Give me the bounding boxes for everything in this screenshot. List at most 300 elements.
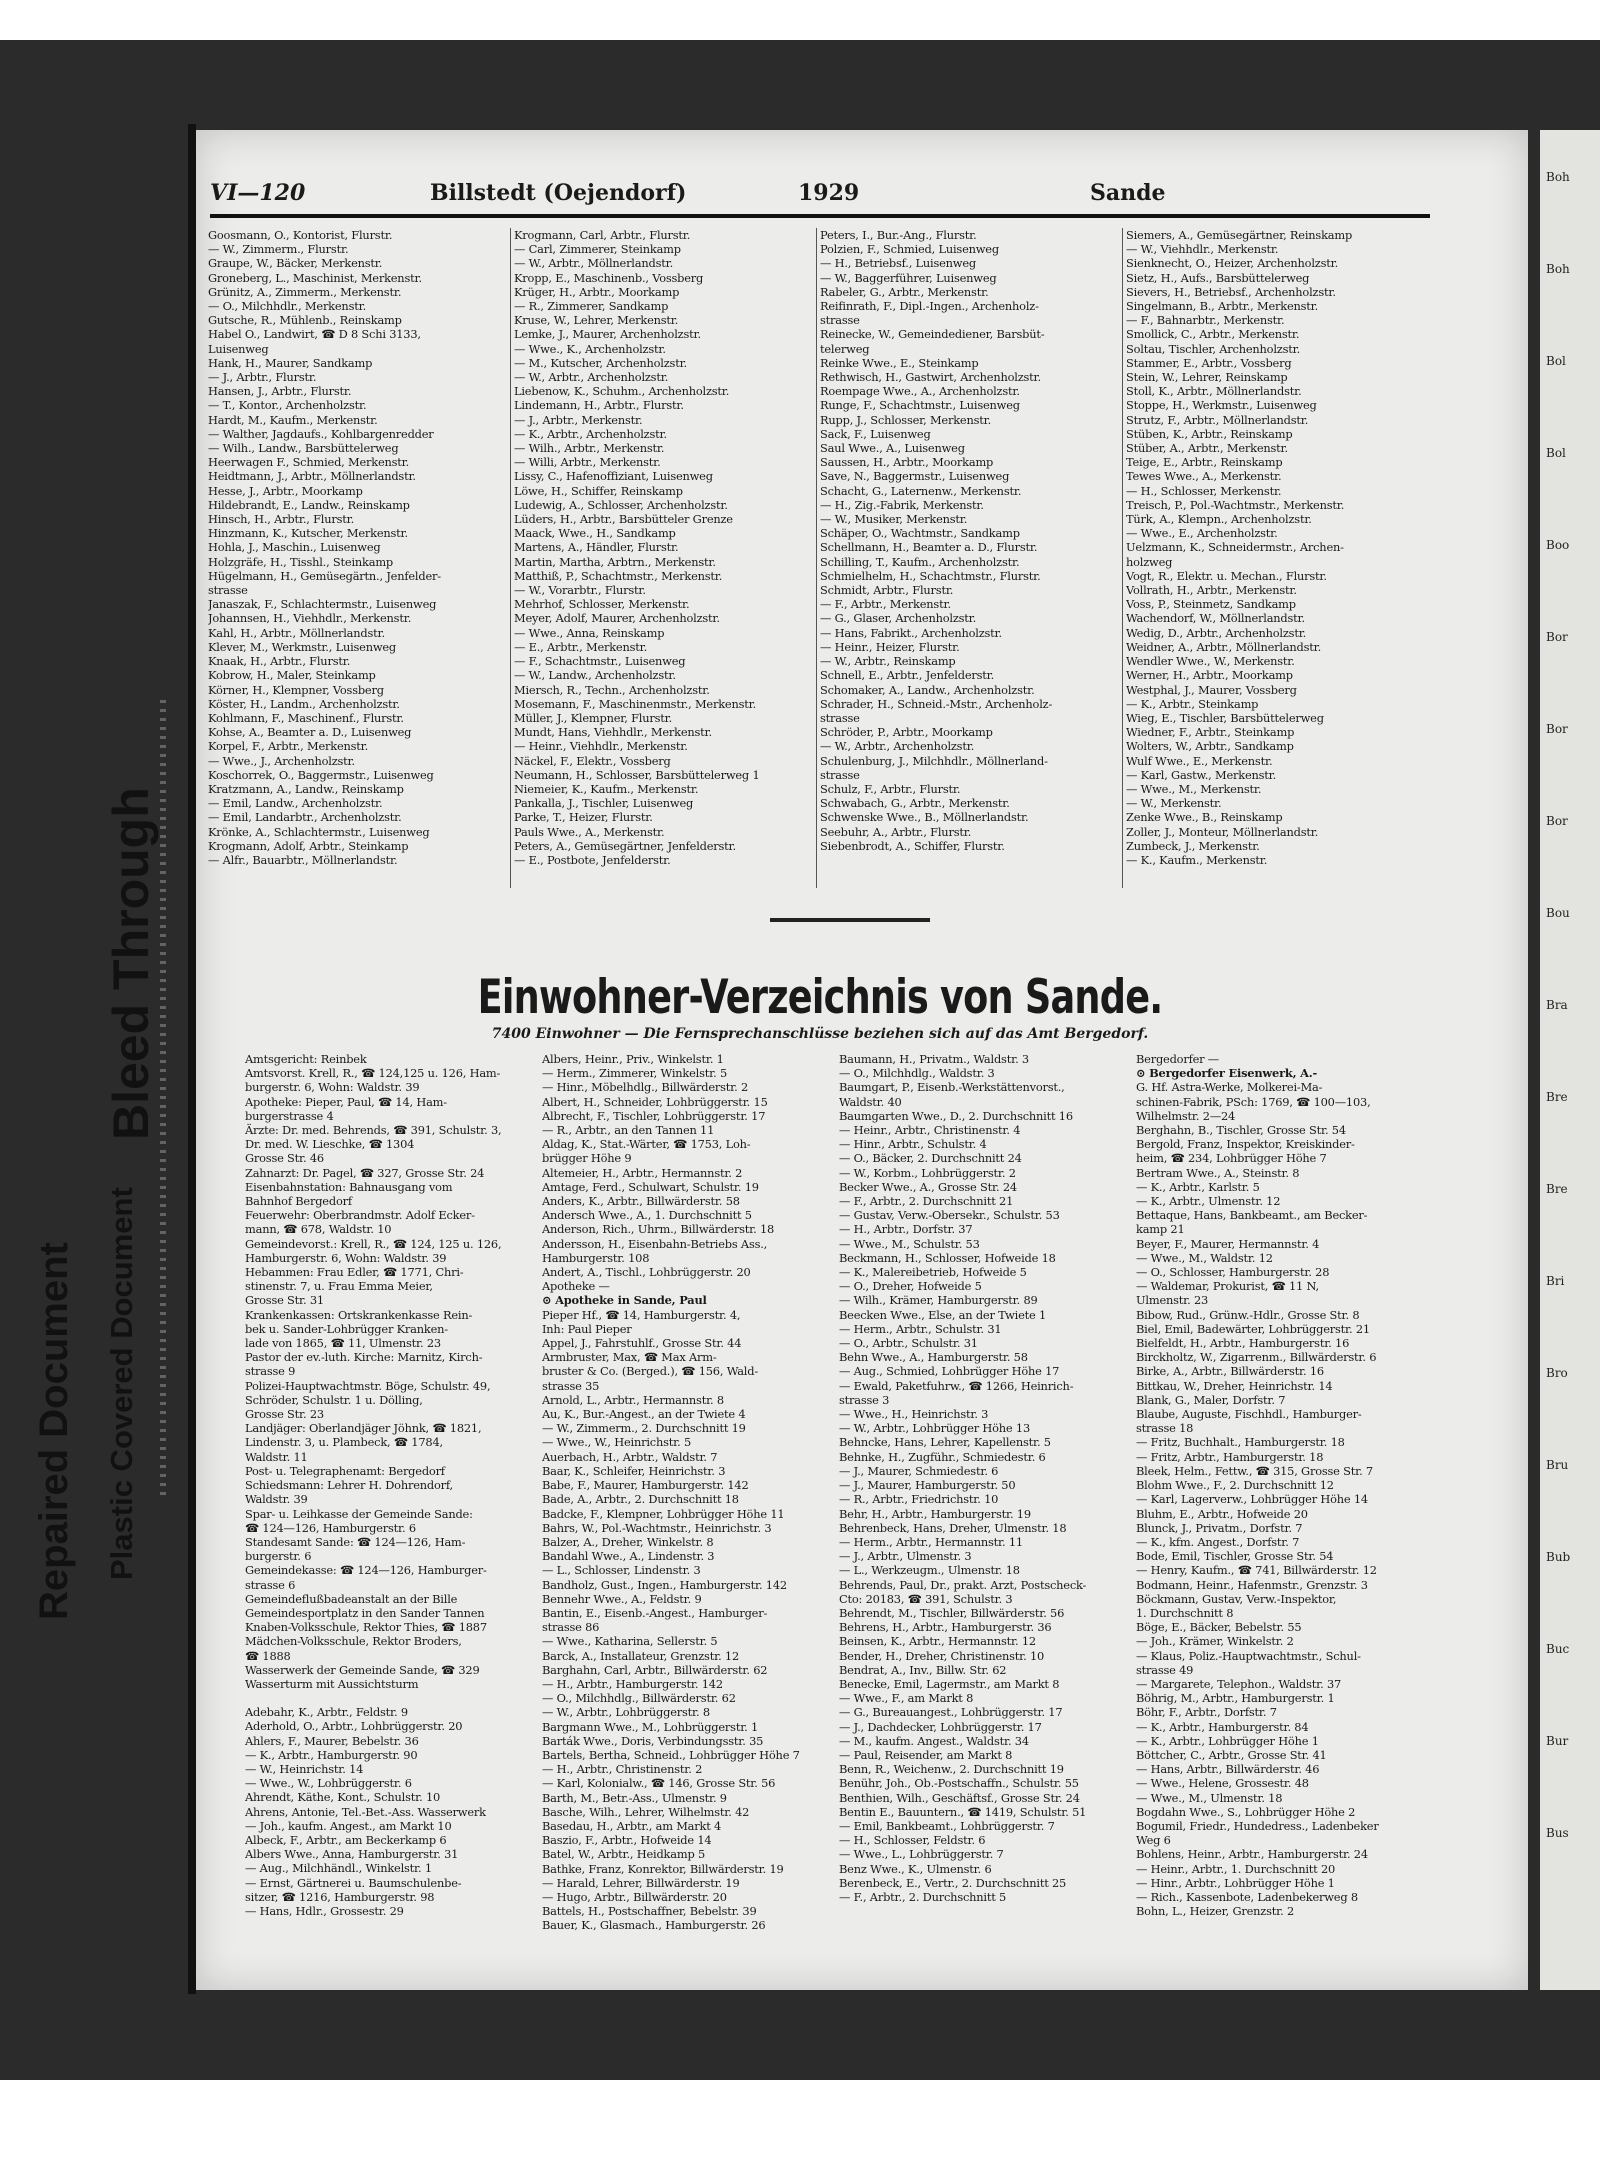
label-bleed-through: Bleed Through — [103, 787, 159, 1140]
directory-entry: Schulz, F., Arbtr., Flurstr. — [820, 781, 961, 796]
directory-entry: Grosse Str. 31 — [245, 1293, 324, 1308]
directory-entry: Bluhm, E., Arbtr., Hofweide 20 — [1136, 1506, 1308, 1521]
directory-entry: — Emil, Landw., Archenholzstr. — [208, 796, 383, 811]
directory-entry: Schrader, H., Schneid.-Mstr., Archenholz- — [820, 696, 1053, 711]
directory-entry: Bettaque, Hans, Bankbeamt., am Becker- — [1136, 1208, 1368, 1223]
header-place: Billstedt (Oejendorf) — [430, 180, 687, 206]
top-directory — [208, 228, 1428, 878]
directory-entry: Albers, Heinr., Priv., Winkelstr. 1 — [542, 1052, 724, 1066]
directory-entry: Heidtmann, J., Arbtr., Möllnerlandstr. — [208, 469, 416, 484]
directory-entry: Arnold, L., Arbtr., Hermannstr. 8 — [542, 1392, 724, 1407]
directory-entry: Save, N., Baggermstr., Luisenweg — [820, 469, 1010, 484]
directory-entry: Biel, Emil, Badewärter, Lohbrüggerstr. 21 — [1136, 1321, 1370, 1336]
directory-entry: Behrends, Paul, Dr., prakt. Arzt, Postscheck- — [839, 1577, 1087, 1592]
adjacent-page-fragment: Bre — [1546, 1182, 1568, 1196]
directory-entry: — G., Bureauangest., Lohbrüggerstr. 17 — [839, 1705, 1063, 1720]
directory-entry: Singelmann, B., Arbtr., Merkenstr. — [1126, 299, 1319, 314]
directory-entry: — H., Schlosser, Merkenstr. — [1126, 483, 1282, 498]
directory-entry: burgerstr. 6, Wohn: Waldstr. 39 — [245, 1080, 420, 1095]
directory-entry: Stoppe, H., Werkmstr., Luisenweg — [1126, 398, 1317, 413]
directory-entry: Neumann, H., Schlosser, Barsbüttelerweg 1 — [514, 767, 760, 782]
directory-entry: Hügelmann, H., Gemüsegärtn., Jenfelder- — [208, 568, 441, 583]
directory-entry: Ärzte: Dr. med. Behrends, ☎ 391, Schulstr. 3, — [245, 1123, 502, 1138]
directory-entry: Siebenbrodt, A., Schiffer, Flurstr. — [820, 838, 1005, 853]
directory-entry: strasse — [208, 583, 248, 598]
directory-entry: Apotheke — — [542, 1279, 610, 1294]
directory-entry: — Hinr., Möbelhdlg., Billwärderstr. 2 — [542, 1080, 749, 1095]
directory-entry: — M., kaufm. Angest., Waldstr. 34 — [839, 1733, 1029, 1748]
directory-entry: — Wilh., Arbtr., Merkenstr. — [514, 441, 665, 456]
adjacent-page-fragment: Bor — [1546, 814, 1568, 828]
directory-entry: Benz Wwe., K., Ulmenstr. 6 — [839, 1861, 992, 1876]
directory-entry: Lüders, H., Arbtr., Barsbütteler Grenze — [514, 512, 733, 527]
top-column-2 — [514, 228, 812, 867]
directory-entry: — Joh., kaufm. Angest., am Markt 10 — [245, 1818, 452, 1833]
directory-entry: Korpel, F., Arbtr., Merkenstr. — [208, 739, 369, 754]
directory-entry: — Wwe., K., Archenholzstr. — [514, 341, 666, 356]
directory-entry: Au, K., Bur.-Angest., an der Twiete 4 — [542, 1407, 746, 1422]
scan-labels — [20, 680, 170, 1620]
directory-entry: Runge, F., Schachtmstr., Luisenweg — [820, 398, 1020, 413]
adjacent-page-fragment: Bri — [1546, 1274, 1565, 1288]
directory-entry: holzweg — [1126, 554, 1173, 569]
directory-entry: Luisenweg — [208, 341, 269, 356]
directory-entry: Hinsch, H., Arbtr., Flurstr. — [208, 512, 355, 527]
directory-entry: Lissy, C., Hafenoffiziant, Luisenweg — [514, 469, 713, 484]
directory-entry: Baar, K., Schleifer, Heinrichstr. 3 — [542, 1463, 726, 1478]
directory-entry: strasse — [820, 710, 860, 725]
directory-entry: burgerstr. 6 — [245, 1549, 312, 1564]
directory-entry: Bohn, L., Heizer, Grenzstr. 2 — [1136, 1904, 1294, 1919]
adjacent-page-fragment: Boh — [1546, 262, 1570, 276]
directory-entry: Grünitz, A., Zimmerm., Merkenstr. — [208, 284, 402, 299]
directory-entry: Behr, H., Arbtr., Hamburgerstr. 19 — [839, 1506, 1031, 1521]
directory-entry: Bodmann, Heinr., Hafenmstr., Grenzstr. 3 — [1136, 1577, 1368, 1592]
directory-entry: Mädchen-Volksschule, Rektor Broders, — [245, 1634, 462, 1649]
directory-entry: Bauer, K., Glasmach., Hamburgerstr. 26 — [542, 1918, 766, 1933]
directory-entry: Amtage, Ferd., Schulwart, Schulstr. 19 — [542, 1179, 759, 1194]
top-column-1 — [208, 228, 506, 867]
directory-entry: — Hans, Hdlr., Grossestr. 29 — [245, 1903, 404, 1918]
directory-entry: heim, ☎ 234, Lohbrügger Höhe 7 — [1136, 1151, 1327, 1166]
directory-entry: strasse — [820, 767, 860, 782]
directory-entry: ⊙ Apotheke in Sande, Paul — [542, 1293, 707, 1308]
adjacent-page-fragment: Bor — [1546, 722, 1568, 736]
directory-entry: — W., Arbtr., Möllnerlandstr. — [514, 256, 674, 271]
directory-entry: — L., Schlosser, Lindenstr. 3 — [542, 1563, 701, 1578]
directory-entry: — Hinr., Arbtr., Lohbrügger Höhe 1 — [1136, 1875, 1335, 1890]
directory-entry: — Wwe., M., Ulmenstr. 18 — [1136, 1790, 1283, 1805]
directory-entry: — Wwe., L., Lohbrüggerstr. 7 — [839, 1847, 1004, 1862]
directory-entry: Bentin E., Bauuntern., ☎ 1419, Schulstr. 51 — [839, 1804, 1087, 1819]
directory-entry: — K., Arbtr., Steinkamp — [1126, 696, 1259, 711]
directory-entry: Wasserwerk der Gemeinde Sande, ☎ 329 — [245, 1662, 480, 1677]
directory-entry: Reinke Wwe., E., Steinkamp — [820, 355, 979, 370]
directory-entry: Bahnhof Bergedorf — [245, 1194, 352, 1209]
directory-entry: Appel, J., Fahrstuhlf., Grosse Str. 44 — [542, 1336, 742, 1351]
directory-entry: Polizei-Hauptwachtmstr. Böge, Schulstr. 49, — [245, 1378, 491, 1393]
directory-entry: Gemeindesportplatz in den Sander Tannen — [245, 1605, 485, 1620]
directory-entry: — K., Arbtr., Karlstr. 5 — [1136, 1179, 1260, 1194]
directory-entry: Beckmann, H., Schlosser, Hofweide 18 — [839, 1250, 1056, 1265]
directory-entry: Schilling, T., Kaufm., Archenholzstr. — [820, 554, 1020, 569]
directory-entry: — W., Musiker, Merkenstr. — [820, 512, 968, 527]
directory-entry: — F., Arbtr., 2. Durchschnitt 5 — [839, 1889, 1007, 1904]
directory-entry: — R., Zimmerer, Sandkamp — [514, 299, 669, 314]
directory-entry: — Gustav, Verw.-Obersekr., Schulstr. 53 — [839, 1208, 1060, 1223]
directory-entry: — K., Arbtr., Archenholzstr. — [514, 426, 667, 441]
directory-entry: — J., Maurer, Schmiedestr. 6 — [839, 1463, 999, 1478]
directory-entry: Wendler Wwe., W., Merkenstr. — [1126, 654, 1295, 669]
directory-entry: Rabeler, G., Arbtr., Merkenstr. — [820, 284, 989, 299]
directory-entry: Bibow, Rud., Grünw.-Hdlr., Grosse Str. 8 — [1136, 1307, 1360, 1322]
directory-entry: — W., Zimmerm., 2. Durchschnitt 19 — [542, 1421, 746, 1436]
page-header — [210, 180, 1430, 210]
directory-entry: Balzer, A., Dreher, Winkelstr. 8 — [542, 1534, 714, 1549]
directory-entry: Rupp, J., Schlosser, Merkenstr. — [820, 412, 992, 427]
directory-entry: Behrenbeck, Hans, Dreher, Ulmenstr. 18 — [839, 1520, 1067, 1535]
directory-entry: Ahrendt, Käthe, Kont., Schulstr. 10 — [245, 1790, 441, 1805]
directory-entry: Standesamt Sande: ☎ 124—126, Ham- — [245, 1534, 466, 1549]
directory-entry: Böge, E., Bäcker, Bebelstr. 55 — [1136, 1620, 1302, 1635]
directory-entry: Hank, H., Maurer, Sandkamp — [208, 355, 373, 370]
directory-entry: — Wwe., M., Schulstr. 53 — [839, 1236, 980, 1251]
directory-entry: Benühr, Joh., Ob.-Postschaffn., Schulstr. 55 — [839, 1776, 1079, 1791]
directory-entry: Bartels, Bertha, Schneid., Lohbrügger Höhe 7 — [542, 1747, 800, 1762]
directory-entry: — Heinr., Viehhdlr., Merkenstr. — [514, 739, 688, 754]
directory-entry: Bode, Emil, Tischler, Grosse Str. 54 — [1136, 1549, 1334, 1564]
adjacent-page-fragment: Buc — [1546, 1642, 1570, 1656]
directory-entry: Adebahr, K., Arbtr., Feldstr. 9 — [245, 1705, 408, 1720]
directory-entry: — Wwe., E., Archenholzstr. — [1126, 526, 1278, 541]
directory-entry: Blank, G., Maler, Dorfstr. 7 — [1136, 1392, 1286, 1407]
directory-entry: Liebenow, K., Schuhm., Archenholzstr. — [514, 384, 730, 399]
directory-entry: Bandholz, Gust., Ingen., Hamburgerstr. 142 — [542, 1577, 787, 1592]
directory-entry: Schröder, P., Arbtr., Moorkamp — [820, 725, 993, 740]
directory-entry: Armbruster, Max, ☎ Max Arm- — [542, 1350, 717, 1365]
directory-entry: — Waldemar, Prokurist, ☎ 11 N, — [1136, 1279, 1319, 1294]
directory-entry: Teige, E., Arbtr., Reinskamp — [1126, 455, 1283, 470]
directory-entry: Hinzmann, K., Kutscher, Merkenstr. — [208, 526, 408, 541]
directory-entry — [245, 1691, 537, 1705]
directory-entry: — Wwe., F., am Markt 8 — [839, 1691, 974, 1706]
directory-entry: Kropp, E., Maschinenb., Vossberg — [514, 270, 704, 285]
directory-entry: Hamburgerstr. 108 — [542, 1250, 650, 1265]
directory-entry: Groneberg, L., Maschinist, Merkenstr. — [208, 270, 422, 285]
adjacent-page-fragment: Bus — [1546, 1826, 1569, 1840]
top-column-4 — [1126, 228, 1424, 867]
directory-entry: Birckholtz, W., Zigarrenm., Billwärderstr. 6 — [1136, 1350, 1377, 1365]
directory-entry: Bender, H., Dreher, Christinenstr. 10 — [839, 1648, 1045, 1663]
directory-column-1 — [245, 1052, 537, 1918]
directory-entry: Zenke Wwe., B., Reinskamp — [1126, 810, 1283, 825]
directory-entry: Pieper Hf., ☎ 14, Hamburgerstr. 4, — [542, 1307, 741, 1322]
directory-entry: Schwabach, G., Arbtr., Merkenstr. — [820, 796, 1010, 811]
directory-entry: Grosse Str. 46 — [245, 1151, 324, 1166]
directory-entry: Baumgarten Wwe., D., 2. Durchschnitt 16 — [839, 1108, 1073, 1123]
directory-entry: mann, ☎ 678, Waldstr. 10 — [245, 1222, 392, 1237]
directory-entry: — H., Arbtr., Dorfstr. 37 — [839, 1222, 973, 1237]
directory-entry: Basche, Wilh., Lehrer, Wilhelmstr. 42 — [542, 1804, 750, 1819]
directory-entry: — J., Dachdecker, Lohbrüggerstr. 17 — [839, 1719, 1042, 1734]
directory-entry: Bahrs, W., Pol.-Wachtmstr., Heinrichstr. 3 — [542, 1520, 772, 1535]
directory-entry: Bergedorfer — — [1136, 1052, 1219, 1066]
directory-entry: Baumann, H., Privatm., Waldstr. 3 — [839, 1052, 1029, 1066]
directory-entry: — F., Arbtr., Merkenstr. — [820, 597, 951, 612]
label-plastic-covered: Plastic Covered Document — [104, 1187, 139, 1580]
directory-entry: — Wwe., Anna, Reinskamp — [514, 625, 665, 640]
directory-entry: — W., Arbtr., Lohbrügger Höhe 13 — [839, 1421, 1030, 1436]
directory-entry: Berenbeck, E., Vertr., 2. Durchschnitt 25 — [839, 1875, 1067, 1890]
directory-entry: — Hugo, Arbtr., Billwärderstr. 20 — [542, 1889, 727, 1904]
directory-entry: Schacht, G., Laternenw., Merkenstr. — [820, 483, 1022, 498]
directory-entry: Auerbach, H., Arbtr., Waldstr. 7 — [542, 1449, 718, 1464]
directory-entry: Post- u. Telegraphenamt: Bergedorf — [245, 1463, 445, 1478]
adjacent-page-fragment: Bur — [1546, 1734, 1569, 1748]
directory-entry: ☎ 1888 — [245, 1648, 291, 1663]
directory-entry: G. Hf. Astra-Werke, Molkerei-Ma- — [1136, 1080, 1323, 1095]
directory-entry: Bade, A., Arbtr., 2. Durchschnitt 18 — [542, 1492, 739, 1507]
directory-entry: Hebammen: Frau Edler, ☎ 1771, Chri- — [245, 1265, 464, 1280]
directory-entry: Behncke, Hans, Lehrer, Kapellenstr. 5 — [839, 1435, 1051, 1450]
directory-entry: Dr. med. W. Lieschke, ☎ 1304 — [245, 1137, 415, 1152]
directory-entry: — W., Arbtr., Reinskamp — [820, 654, 956, 669]
directory-entry: Stüben, K., Arbtr., Reinskamp — [1126, 426, 1293, 441]
directory-entry: Pauls Wwe., A., Merkenstr. — [514, 824, 665, 839]
directory-entry: Albert, H., Schneider, Lohbrüggerstr. 15 — [542, 1094, 768, 1109]
directory-entry: Cto: 20183, ☎ 391, Schulstr. 3 — [839, 1591, 1013, 1606]
directory-entry: Böckmann, Gustav, Verw.-Inspektor, — [1136, 1591, 1337, 1606]
header-district: Sande — [1090, 180, 1166, 206]
directory-entry: Martens, A., Händler, Flurstr. — [514, 540, 679, 555]
directory-entry: — Hans, Arbtr., Billwärderstr. 46 — [1136, 1762, 1320, 1777]
directory-entry: Waldstr. 40 — [839, 1094, 902, 1109]
directory-entry: — F., Arbtr., 2. Durchschnitt 21 — [839, 1194, 1014, 1209]
adjacent-page-fragment: Bro — [1546, 1366, 1568, 1380]
directory-entry: Sietz, H., Aufs., Barsbüttelerweg — [1126, 270, 1310, 285]
directory-entry: — Henry, Kaufm., ☎ 741, Billwärderstr. 12 — [1136, 1563, 1377, 1578]
directory-entry: — Fritz, Buchhalt., Hamburgerstr. 18 — [1136, 1435, 1345, 1450]
directory-entry: Tewes Wwe., A., Merkenstr. — [1126, 469, 1282, 484]
directory-entry: Batel, W., Arbtr., Heidkamp 5 — [542, 1847, 705, 1862]
directory-entry: Bendrat, A., Inv., Billw. Str. 62 — [839, 1662, 1007, 1677]
directory-entry: Mundt, Hans, Viehhdlr., Merkenstr. — [514, 725, 712, 740]
directory-entry: Weg 6 — [1136, 1833, 1171, 1848]
adjacent-page-fragment: Bol — [1546, 446, 1566, 460]
directory-entry: Gemeindekasse: ☎ 124—126, Hamburger- — [245, 1563, 487, 1578]
directory-entry: — Harald, Lehrer, Billwärderstr. 19 — [542, 1875, 740, 1890]
directory-entry: — L., Werkzeugm., Ulmenstr. 18 — [839, 1563, 1020, 1578]
directory-entry: strasse 9 — [245, 1364, 296, 1379]
directory-column-4 — [1136, 1052, 1428, 1918]
directory-entry: Janaszak, F., Schlachtermstr., Luisenweg — [208, 597, 437, 612]
directory-entry: Becker Wwe., A., Grosse Str. 24 — [839, 1179, 1017, 1194]
directory-entry: Pankalla, J., Tischler, Luisenweg — [514, 796, 694, 811]
directory-entry: Reinecke, W., Gemeindediener, Barsbüt- — [820, 327, 1045, 342]
directory-entry: Bargmann Wwe., M., Lohbrüggerstr. 1 — [542, 1719, 759, 1734]
directory-entry: Aldag, K., Stat.-Wärter, ☎ 1753, Loh- — [542, 1137, 751, 1152]
directory-entry: — Aug., Milchhändl., Winkelstr. 1 — [245, 1861, 432, 1876]
directory-entry: — Heinr., Heizer, Flurstr. — [820, 639, 960, 654]
directory-entry: — E., Postbote, Jenfelderstr. — [514, 852, 671, 867]
directory-entry: Beinsen, K., Arbtr., Hermannstr. 12 — [839, 1634, 1036, 1649]
directory-entry: — K., Malereibetrieb, Hofweide 5 — [839, 1265, 1027, 1280]
directory-entry: Behn Wwe., A., Hamburgerstr. 58 — [839, 1350, 1028, 1365]
directory-entry: Sienknecht, O., Heizer, Archenholzstr. — [1126, 256, 1339, 271]
directory-entry: — K., Arbtr., Hamburgerstr. 84 — [1136, 1719, 1309, 1734]
directory-entry: Türk, A., Klempn., Archenholzstr. — [1126, 512, 1312, 527]
directory-entry: — Paul, Reisender, am Markt 8 — [839, 1747, 1013, 1762]
directory-entry: Andert, A., Tischl., Lohbrüggerstr. 20 — [542, 1265, 751, 1280]
directory-entry: strasse — [820, 313, 860, 328]
directory-entry: Näckel, F., Elektr., Vossberg — [514, 753, 671, 768]
directory-entry: Behrens, H., Arbtr., Hamburgerstr. 36 — [839, 1620, 1052, 1635]
directory-entry: Wasserturm mit Aussichtsturm — [245, 1676, 419, 1691]
directory-entry: Ulmenstr. 23 — [1136, 1293, 1209, 1308]
directory-entry: Johannsen, H., Viehhdlr., Merkenstr. — [208, 611, 412, 626]
directory-entry: Kohse, A., Beamter a. D., Luisenweg — [208, 725, 412, 740]
directory-entry: bek u. Sander-Lohbrügger Kranken- — [245, 1321, 448, 1336]
header-year: 1929 — [798, 180, 860, 206]
directory-entry: Ahrens, Antonie, Tel.-Bet.-Ass. Wasserwerk — [245, 1804, 486, 1819]
directory-entry: kamp 21 — [1136, 1222, 1185, 1237]
column-divider — [1122, 228, 1123, 888]
directory-entry: Böttcher, C., Arbtr., Grosse Str. 41 — [1136, 1747, 1327, 1762]
directory-entry: Bielfeldt, H., Arbtr., Hamburgerstr. 16 — [1136, 1336, 1350, 1351]
directory-entry: telerweg — [820, 341, 870, 356]
directory-entry: — Wwe., W., Heinrichstr. 5 — [542, 1435, 692, 1450]
directory-entry: burgerstrasse 4 — [245, 1108, 334, 1123]
directory-entry: — O., Schlosser, Hamburgerstr. 28 — [1136, 1265, 1330, 1280]
directory-entry: Krogmann, Carl, Arbtr., Flurstr. — [514, 228, 691, 242]
directory-entry: Badcke, F., Klempner, Lohbrügger Höhe 11 — [542, 1506, 785, 1521]
directory-entry: — Ewald, Paketfuhrw., ☎ 1266, Heinrich- — [839, 1378, 1074, 1393]
directory-entry: Barck, A., Installateur, Grenzstr. 12 — [542, 1648, 740, 1663]
directory-entry: Hohla, J., Maschin., Luisenweg — [208, 540, 381, 555]
directory-entry: — W., Korbm., Lohbrüggerstr. 2 — [839, 1165, 1016, 1180]
directory-entry: Soltau, Tischler, Archenholzstr. — [1126, 341, 1301, 356]
directory-entry: — Hinr., Arbtr., Schulstr. 4 — [839, 1137, 987, 1152]
directory-entry: Wilhelmstr. 2—24 — [1136, 1108, 1236, 1123]
directory-entry: Bertram Wwe., A., Steinstr. 8 — [1136, 1165, 1300, 1180]
directory-entry: Wolters, W., Arbtr., Sandkamp — [1126, 739, 1294, 754]
directory-entry: Lindemann, H., Arbtr., Flurstr. — [514, 398, 684, 413]
directory-entry: Knaben-Volksschule, Rektor Thies, ☎ 1887 — [245, 1620, 487, 1635]
directory-entry: stinenstr. 7, u. Frau Emma Meier, — [245, 1279, 433, 1294]
directory-entry: Werner, H., Arbtr., Moorkamp — [1126, 668, 1293, 683]
directory-entry: Siemers, A., Gemüsegärtner, Reinskamp — [1126, 228, 1353, 242]
directory-entry: — T., Kontor., Archenholzstr. — [208, 398, 367, 413]
directory-entry: — W., Landw., Archenholzstr. — [514, 668, 676, 683]
directory-entry: — O., Milchhdlg., Waldstr. 3 — [839, 1066, 995, 1081]
directory-entry: Battels, H., Postschaffner, Bebelstr. 39 — [542, 1904, 757, 1919]
directory-entry: — O., Milchhdlg., Billwärderstr. 62 — [542, 1691, 736, 1706]
page-number: VI—120 — [210, 180, 306, 206]
directory-entry: Graupe, W., Bäcker, Merkenstr. — [208, 256, 383, 271]
directory-entry: Beecken Wwe., Else, an der Twiete 1 — [839, 1307, 1047, 1322]
directory-entry: — Wwe., M., Merkenstr. — [1126, 781, 1262, 796]
directory-entry: Lemke, J., Maurer, Archenholzstr. — [514, 327, 701, 342]
directory-entry: — Hans, Fabrikt., Archenholzstr. — [820, 625, 1002, 640]
directory-entry: Feuerwehr: Oberbrandmstr. Adolf Ecker- — [245, 1208, 475, 1223]
directory-entry: — J., Arbtr., Ulmenstr. 3 — [839, 1549, 972, 1564]
directory-entry: — W., Vorarbtr., Flurstr. — [514, 583, 646, 598]
directory-entry: Wedig, D., Arbtr., Archenholzstr. — [1126, 625, 1307, 640]
directory-entry: — Emil, Bankbeamt., Lohbrüggerstr. 7 — [839, 1818, 1055, 1833]
directory-entry: — K., Kaufm., Merkenstr. — [1126, 852, 1268, 867]
directory-entry: Miersch, R., Techn., Archenholzstr. — [514, 682, 710, 697]
directory-entry: bruster & Co. (Berged.), ☎ 156, Wald- — [542, 1364, 758, 1379]
directory-entry: Schwenske Wwe., B., Möllnerlandstr. — [820, 810, 1029, 825]
directory-entry: Bittkau, W., Dreher, Heinrichstr. 14 — [1136, 1378, 1333, 1393]
directory-entry: Wieg, E., Tischler, Barsbüttelerweg — [1126, 710, 1324, 725]
directory-entry: — W., Arbtr., Lohbrüggerstr. 8 — [542, 1705, 710, 1720]
directory-entry: Peters, A., Gemüsegärtner, Jenfelderstr. — [514, 838, 736, 853]
directory-entry: Roempage Wwe., A., Archenholzstr. — [820, 384, 1020, 399]
directory-entry: Uelzmann, K., Schneidermstr., Archen- — [1126, 540, 1344, 555]
directory-entry: Blunck, J., Privatm., Dorfstr. 7 — [1136, 1520, 1303, 1535]
directory-entry: Böhrig, M., Arbtr., Hamburgerstr. 1 — [1136, 1691, 1335, 1706]
directory-entry: Heerwagen F., Schmied, Merkenstr. — [208, 455, 410, 470]
directory-entry: Berghahn, B., Tischler, Grosse Str. 54 — [1136, 1123, 1346, 1138]
directory-entry: Barták Wwe., Doris, Verbindungsstr. 35 — [542, 1733, 764, 1748]
directory-entry: — J., Maurer, Hamburgerstr. 50 — [839, 1478, 1016, 1493]
directory-entry: 1. Durchschnitt 8 — [1136, 1605, 1234, 1620]
directory-entry: Stüber, A., Arbtr., Merkenstr. — [1126, 441, 1288, 456]
directory-entry: — Klaus, Poliz.-Hauptwachtmstr., Schul- — [1136, 1648, 1361, 1663]
adjacent-page-fragment: Bra — [1546, 998, 1568, 1012]
directory-entry: Behnke, H., Zugführ., Schmiedestr. 6 — [839, 1449, 1046, 1464]
directory-column-2 — [542, 1052, 834, 1933]
directory-entry: Bennehr Wwe., A., Feldstr. 9 — [542, 1591, 702, 1606]
directory-entry: Amtsgericht: Reinbek — [245, 1052, 367, 1066]
adjacent-page-fragment: Bou — [1546, 906, 1570, 920]
directory-entry: — Herm., Zimmerer, Winkelstr. 5 — [542, 1066, 727, 1081]
directory-entry: — Wwe., M., Waldstr. 12 — [1136, 1250, 1273, 1265]
directory-entry: — J., Arbtr., Merkenstr. — [514, 412, 643, 427]
adjacent-page-edge — [1540, 130, 1600, 1990]
directory-entry: Zahnarzt: Dr. Pagel, ☎ 327, Grosse Str. 24 — [245, 1165, 485, 1180]
directory-entry: — Herm., Arbtr., Hermannstr. 11 — [839, 1534, 1023, 1549]
directory-entry: Ludewig, A., Schlosser, Archenholzstr. — [514, 497, 728, 512]
directory-entry: Vogt, R., Elektr. u. Mechan., Flurstr. — [1126, 568, 1327, 583]
directory-entry: Wiedner, F., Arbtr., Steinkamp — [1126, 725, 1295, 740]
directory-entry: Eisenbahnstation: Bahnausgang vom — [245, 1179, 453, 1194]
directory-entry: — Wilh., Landw., Barsbüttelerweg — [208, 441, 399, 456]
directory-entry: Rethwisch, H., Gastwirt, Archenholzstr. — [820, 370, 1041, 385]
directory-entry: Birke, A., Arbtr., Billwärderstr. 16 — [1136, 1364, 1324, 1379]
adjacent-page-fragment: Bor — [1546, 630, 1568, 644]
directory-entry: — Fritz, Arbtr., Hamburgerstr. 18 — [1136, 1449, 1324, 1464]
directory-entry: — K., kfm. Angest., Dorfstr. 7 — [1136, 1534, 1300, 1549]
directory-entry: Anderson, Rich., Uhrm., Billwärderstr. 18 — [542, 1222, 775, 1237]
directory-entry: Matthiß, P., Schachtmstr., Merkenstr. — [514, 568, 723, 583]
directory-entry: Basedau, H., Arbtr., am Markt 4 — [542, 1818, 722, 1833]
directory-entry: Zumbeck, J., Merkenstr. — [1126, 838, 1260, 853]
directory-entry: Amtsvorst. Krell, R., ☎ 124,125 u. 126, Ham- — [245, 1066, 501, 1081]
directory-entry: Benecke, Emil, Lagermstr., am Markt 8 — [839, 1676, 1060, 1691]
directory-entry: Schiedsmann: Lehrer H. Dohrendorf, — [245, 1478, 453, 1493]
directory-entry: Köster, H., Landm., Archenholzstr. — [208, 696, 400, 711]
directory-entry: — Heinr., Arbtr., 1. Durchschnitt 20 — [1136, 1861, 1336, 1876]
directory-entry: — W., Arbtr., Archenholzstr. — [514, 370, 669, 385]
directory-entry: Gutsche, R., Mühlenb., Reinskamp — [208, 313, 402, 328]
directory-entry: — W., Zimmerm., Flurstr. — [208, 242, 349, 257]
directory-entry: Koschorrek, O., Baggermstr., Luisenweg — [208, 767, 434, 782]
adjacent-page-fragment: Bub — [1546, 1550, 1571, 1564]
directory-entry: Wachendorf, W., Möllnerlandstr. — [1126, 611, 1305, 626]
adjacent-page-fragment: Boo — [1546, 538, 1570, 552]
